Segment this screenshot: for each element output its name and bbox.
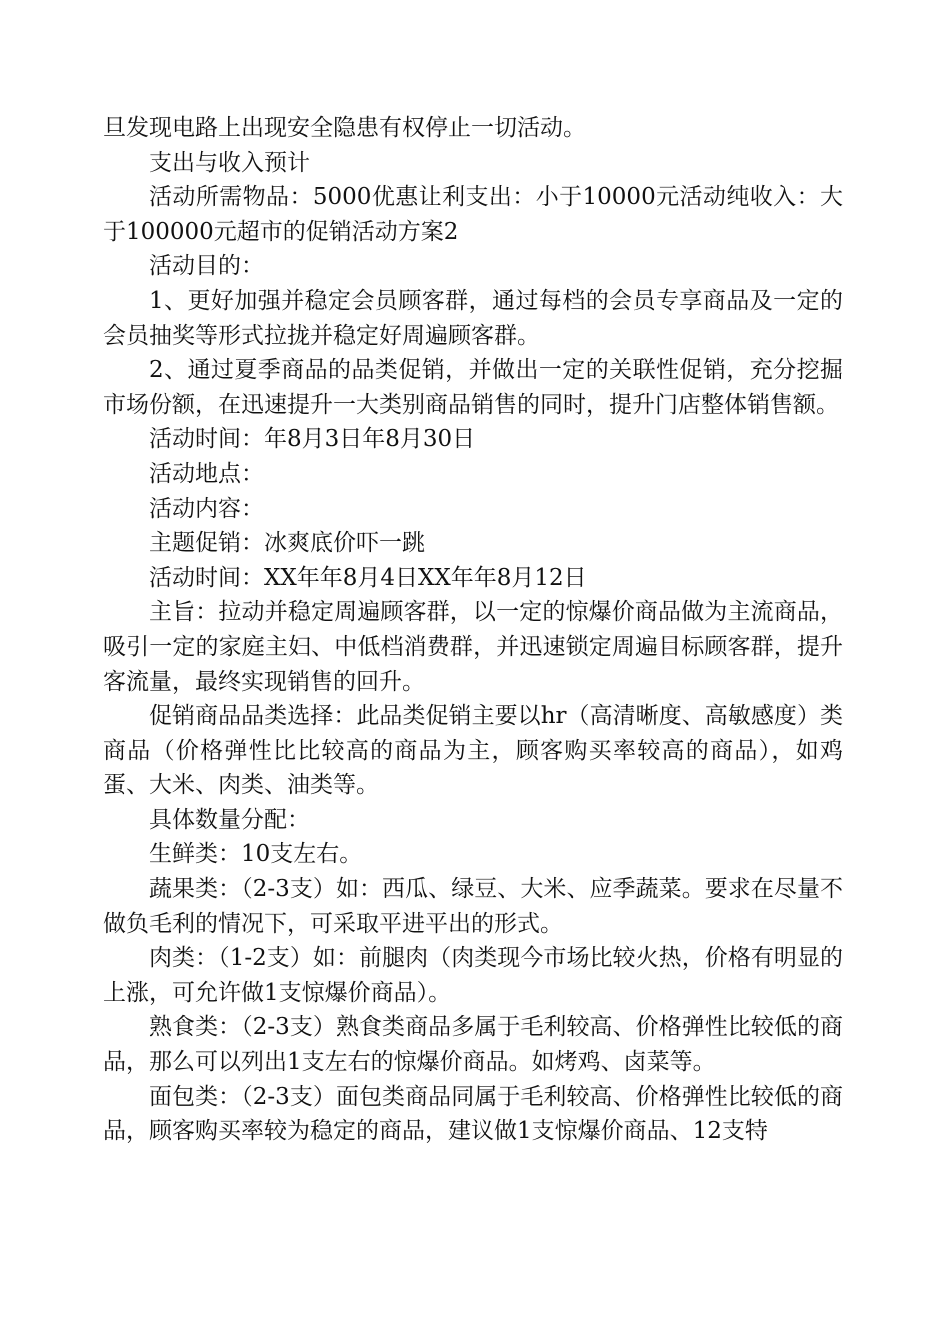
paragraph-cooked-food: 熟食类：（2-3支）熟食类商品多属于毛利较高、价格弹性比较低的商品，那么可以列出1支左右的惊爆价商品。如烤鸡、卤菜等。 [103,1014,843,1076]
paragraph-theme-promotion: 主题促销：冰爽底价吓一跳 [149,530,425,557]
paragraph-bread: 面包类：（2-3支）面包类商品同属于毛利较高、价格弹性比较低的商品，顾客购买率较为稳定的商品，建议做1支惊爆价商品、12支特 [103,1083,843,1145]
paragraph-main-purpose: 主旨：拉动并稳定周遍顾客群，以一定的惊爆价商品做为主流商品，吸引一定的家庭主妇、中低档消费群，并迅速锁定周遍目标顾客群，提升客流量，最终实现销售的回升。 [103,599,843,695]
paragraph-quantity-heading: 具体数量分配： [149,806,310,833]
paragraph-activity-content: 活动内容： [149,495,264,522]
paragraph-promotion-time: 活动时间：XX年年8月4日XX年年8月12日 [149,564,587,591]
paragraph-purpose-heading: 活动目的： [149,253,264,280]
paragraph-activity-time: 活动时间：年8月3日年8月30日 [149,426,476,453]
paragraph-continuation: 旦发现电路上出现安全隐患有权停止一切活动。 [103,115,586,141]
paragraph-budget-heading: 支出与收入预计 [149,149,310,176]
paragraph-vegetables-fruits: 蔬果类：（2-3支）如：西瓜、绿豆、大米、应季蔬菜。要求在尽量不做负毛利的情况下，可采取平进平出的形式。 [103,876,843,937]
document-body [103,111,843,1149]
paragraph-fresh: 生鲜类：10支左右。 [149,841,363,868]
paragraph-budget-detail: 活动所需物品：5000优惠让利支出：小于10000元活动纯收入：大于100000元超市的促销活动方案2 [103,184,843,245]
paragraph-category-selection: 促销商品品类选择：此品类促销主要以hr（高清晰度、高敏感度）类商品（价格弹性比比较高的商品为主，顾客购买率较高的商品），如鸡蛋、大米、肉类、油类等。 [103,703,843,799]
paragraph-meat: 肉类：（1-2支）如：前腿肉（肉类现今市场比较火热，价格有明显的上涨，可允许做1支惊爆价商品）。 [103,945,843,1006]
paragraph-activity-location: 活动地点： [149,460,264,487]
paragraph-purpose-1: 1、更好加强并稳定会员顾客群，通过每档的会员专享商品及一定的会员抽奖等形式拉拢并稳定好周遍顾客群。 [103,287,843,349]
paragraph-purpose-2: 2、通过夏季商品的品类促销，并做出一定的关联性促销，充分挖掘市场份额，在迅速提升一大类别商品销售的同时，提升门店整体销售额。 [103,357,843,418]
